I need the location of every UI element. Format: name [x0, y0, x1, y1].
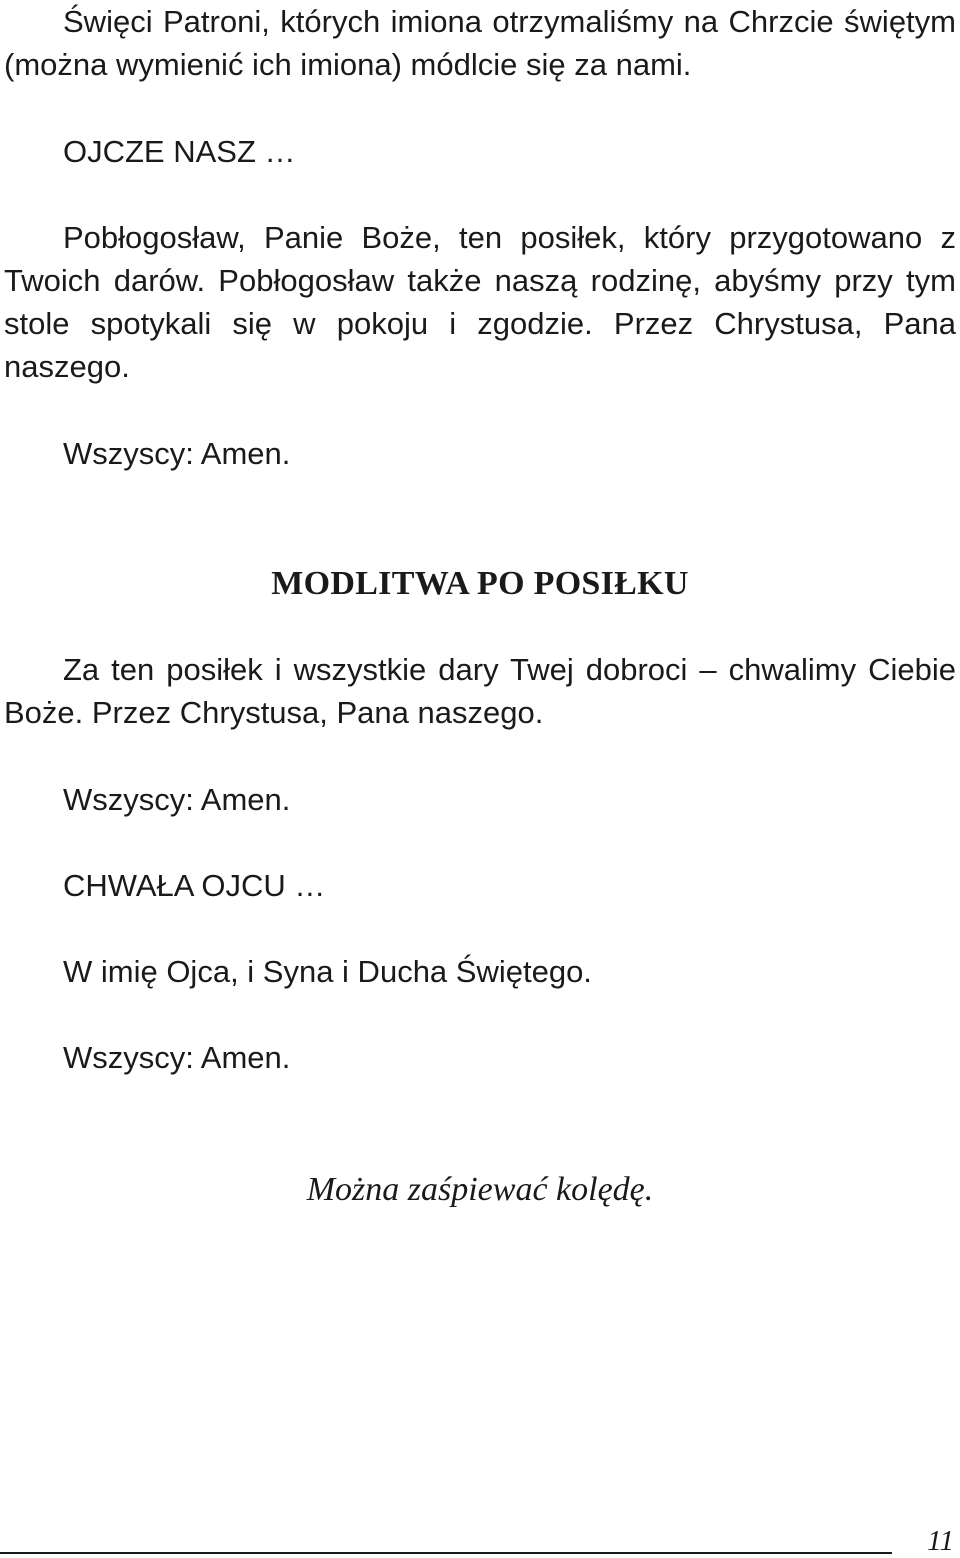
intro-paragraph: Święci Patroni, których imiona otrzymaliśmy na Chrzcie świętym (można wymienić ich imiona) módlcie się za nami.: [4, 4, 956, 82]
response-amen-1: Wszyscy: Amen.: [63, 436, 291, 471]
our-father-line: OJCZE NASZ …: [63, 134, 296, 169]
sign-of-cross-line: W imię Ojca, i Syna i Ducha Świętego.: [63, 954, 592, 989]
footer-divider: [0, 1552, 892, 1554]
response-amen-2: Wszyscy: Amen.: [63, 782, 291, 817]
response-amen-3: Wszyscy: Amen.: [63, 1040, 291, 1075]
after-meal-paragraph: Za ten posiłek i wszystkie dary Twej dobroci – chwalimy Ciebie Boże. Przez Chrystusa, Pana naszego.: [4, 652, 956, 730]
glory-be-line: CHWAŁA OJCU …: [63, 868, 326, 903]
section-heading: MODLITWA PO POSIŁKU: [271, 565, 689, 602]
page-number: 11: [927, 1525, 954, 1557]
closing-note: Można zaśpiewać kolędę.: [306, 1171, 654, 1208]
blessing-paragraph: Pobłogosław, Panie Boże, ten posiłek, który przygotowano z Twoich darów. Pobłogosław także naszą rodzinę, abyśmy przy tym stole spotykali się w pokoju i zgodzie. Przez Chrystusa, Pana naszego.: [4, 220, 956, 384]
